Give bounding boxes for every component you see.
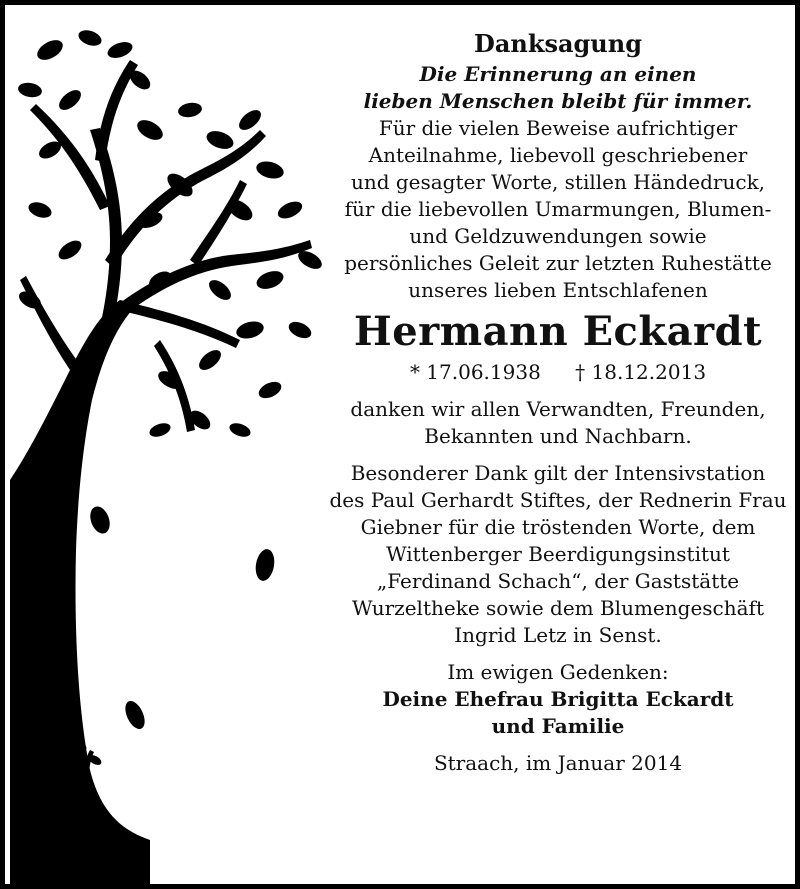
death-date: † 18.12.2013 [575, 360, 707, 384]
intro-line: für die liebevollen Umarmungen, Blumen- [344, 197, 772, 221]
special-line: Wittenberger Beerdigungsinstitut [386, 542, 730, 566]
motto-line: Die Erinnerung an einen [419, 62, 697, 86]
tree-silhouette-icon [10, 10, 330, 889]
life-dates [323, 358, 793, 386]
intro-paragraph [323, 115, 793, 304]
special-line: Wurzeltheke sowie dem Blumengeschäft [351, 596, 764, 620]
deceased-name: Hermann Eckardt [353, 308, 763, 355]
place-date: Straach, im Januar 2014 [433, 751, 683, 775]
special-line: des Paul Gerhardt Stiftes, der Rednerin Frau [329, 488, 787, 512]
signature-line: Deine Ehefrau Brigitta Eckardt [382, 687, 734, 711]
special-line: „Ferdinand Schach“, der Gaststätte [376, 569, 740, 593]
special-line: Besonderer Dank gilt der Intensivstation [350, 461, 766, 485]
intro-line: Anteilnahme, liebevoll geschriebener [368, 143, 748, 167]
intro-line: und gesagter Worte, stillen Händedruck, [350, 170, 766, 194]
signature [323, 686, 793, 740]
special-line: Giebner für die tröstenden Worte, dem [360, 515, 756, 539]
motto [323, 61, 793, 115]
notice-text [323, 27, 793, 777]
thanks-paragraph [323, 396, 793, 450]
motto-line: lieben Menschen bleibt für immer. [363, 89, 753, 113]
thanks-line: Bekannten und Nachbarn. [424, 424, 692, 448]
special-line: Ingrid Letz in Senst. [454, 623, 662, 647]
signature-line: und Familie [491, 714, 625, 738]
special-thanks-paragraph [323, 460, 793, 649]
intro-line: Für die vielen Beweise aufrichtiger [378, 116, 738, 140]
intro-line: persönliches Geleit zur letzten Ruhestätte [344, 251, 772, 275]
memory-line: Im ewigen Gedenken: [447, 660, 669, 684]
intro-line: unseres lieben Entschlafenen [408, 278, 708, 302]
thanks-line: danken wir allen Verwandten, Freunden, [350, 397, 766, 421]
notice-title: Danksagung [474, 29, 642, 58]
birth-date: * 17.06.1938 [409, 360, 541, 384]
intro-line: und Geldzuwendungen sowie [409, 224, 707, 248]
